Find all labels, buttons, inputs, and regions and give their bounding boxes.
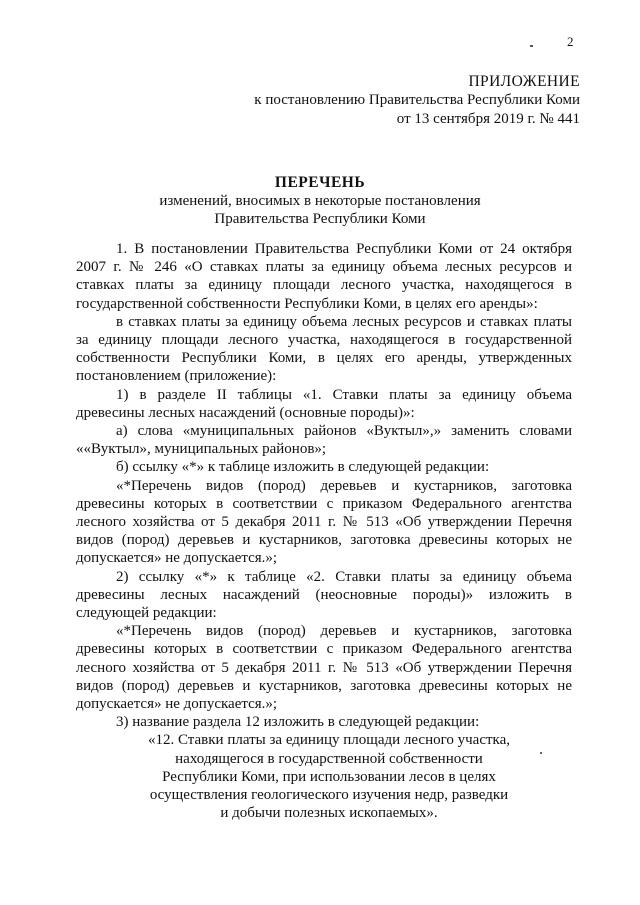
section-title-line: «12. Ставки платы за единицу площади лесного участка,	[147, 732, 511, 749]
appendix-line: к постановлению Правительства Республики Коми	[254, 92, 580, 108]
paragraph: а) слова «муниципальных районов «Вуктыл»,» заменить словами ««Вуктыл», муниципальных районов»;	[76, 423, 572, 458]
paragraph: 1. В постановлении Правительства Республики Коми от 24 октября 2007 г. № 246 «О ставках платы за единицу объема лесных ресурсов и ставках платы за единицу площади лесного участка, находящегося в государственной собственности Республики Коми, в целях его аренды»:	[76, 241, 572, 312]
document-heading	[60, 174, 580, 228]
paragraph: 2) ссылку «*» к таблице «2. Ставки платы за единицу объема древесины лесных насаждений (неосновные породы)» изложить в следующей редакции:	[76, 568, 572, 622]
section-title-line: Республики Коми, при использовании лесов в целях	[162, 768, 496, 785]
section-title-block	[76, 731, 572, 822]
section-title-line: и добычи полезных ископаемых».	[220, 805, 438, 822]
paragraph: в ставках платы за единицу объема лесных ресурсов и ставках платы за единицу площади лесного участка, находящегося в государственной собственности Республики Коми, в целях его аренды, утвержденных постановлением (приложение):	[76, 313, 572, 385]
heading-subtitle: Правительства Республики Коми	[214, 211, 426, 227]
paragraph: 3) название раздела 12 изложить в следующей редакции:	[116, 714, 480, 731]
paragraph: «*Перечень видов (пород) деревьев и кустарников, заготовка древесины которых в соответствии с приказом Федерального агентства лесного хозяйства от 5 декабря 2011 г. № 513 «Об утверждении Перечня видов (пород) деревьев и кустарников, заготовка древесины которых не допускается» не допускается.»;	[76, 477, 572, 567]
section-title-line: осуществления геологического изучения недр, разведки	[149, 787, 509, 804]
appendix-block	[254, 72, 580, 129]
paragraph: б) ссылку «*» к таблице изложить в следующей редакции:	[116, 459, 490, 476]
page-number: 2	[567, 34, 574, 49]
paragraph: 1) в разделе II таблицы «1. Ставки платы за единицу объема древесины лесных насаждений (основные породы)»:	[76, 386, 572, 421]
section-title-line: находящегося в государственной собственности	[175, 750, 483, 767]
appendix-title: ПРИЛОЖЕНИЕ	[468, 73, 580, 90]
scan-speck	[530, 45, 533, 47]
heading-subtitle: изменений, вносимых в некоторые постановления	[159, 193, 481, 209]
heading-title: ПЕРЕЧЕНЬ	[274, 174, 366, 191]
document-body	[76, 240, 572, 823]
paragraph: «*Перечень видов (пород) деревьев и кустарников, заготовка древесины которых в соответствии с приказом Федерального агентства лесного хозяйства от 5 декабря 2011 г. № 513 «Об утверждении Перечня видов (пород) деревьев и кустарников, заготовка древесины которых не допускается» не допускается.»;	[76, 623, 572, 713]
appendix-line: от 13 сентября 2019 г. № 441	[396, 111, 580, 127]
